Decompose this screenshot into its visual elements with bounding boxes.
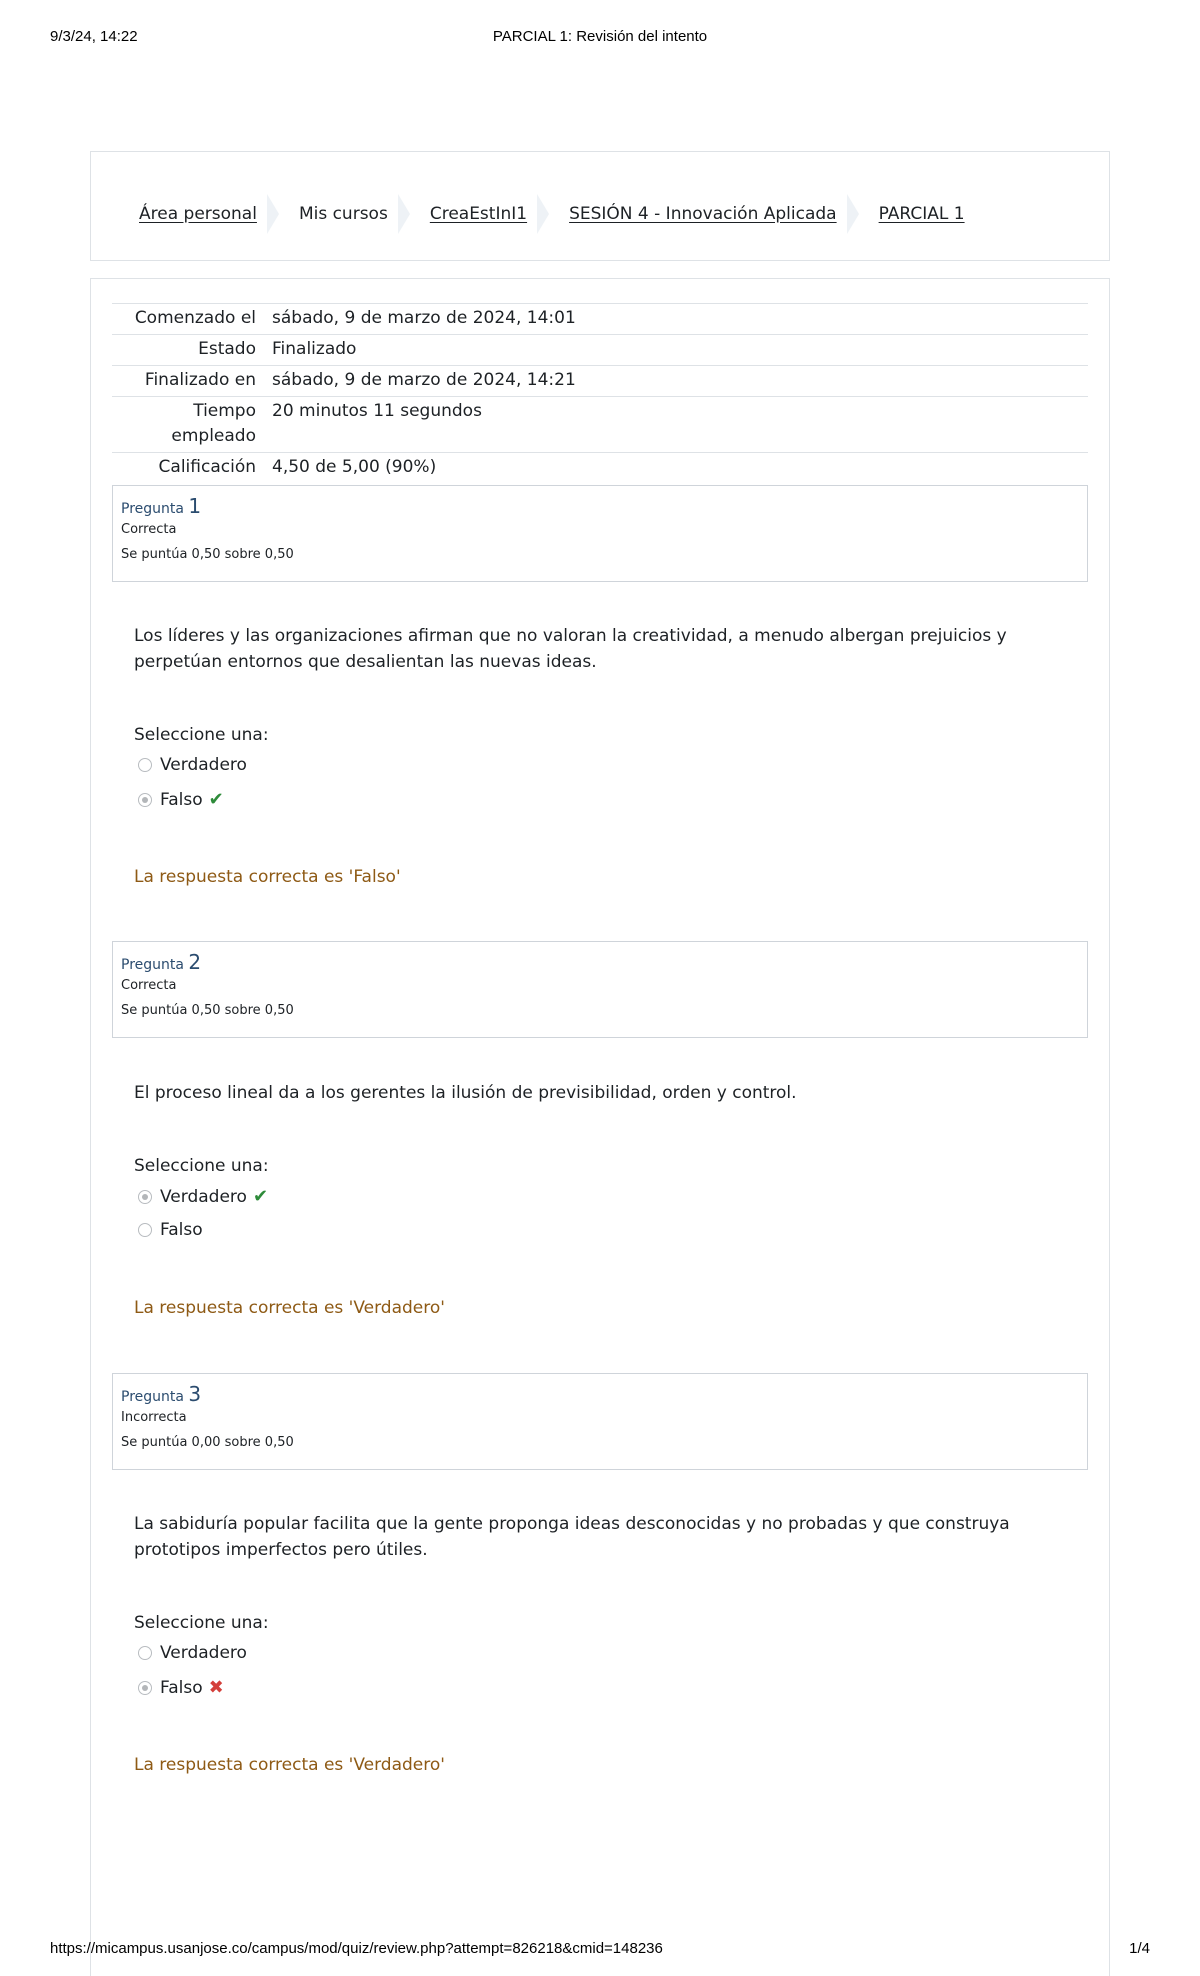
question-number: Pregunta 3 bbox=[121, 1382, 202, 1406]
check-icon: ✔ bbox=[252, 1186, 269, 1207]
breadcrumb-link-session[interactable]: SESIÓN 4 - Innovación Aplicada bbox=[569, 204, 837, 224]
summary-label-line: empleado bbox=[171, 426, 256, 446]
question-info-3 bbox=[112, 1373, 1088, 1470]
summary-label: Calificación bbox=[158, 457, 256, 477]
summary-label bbox=[112, 399, 272, 449]
question-grade: Se puntúa 0,50 sobre 0,50 bbox=[121, 547, 294, 562]
option-falso[interactable] bbox=[138, 1220, 203, 1240]
summary-row-grade bbox=[112, 452, 1088, 483]
option-label: Falso bbox=[160, 1677, 203, 1698]
correct-answer-feedback: La respuesta correcta es 'Verdadero' bbox=[134, 1755, 445, 1775]
radio-button-selected[interactable] bbox=[138, 793, 152, 807]
question-grade: Se puntúa 0,50 sobre 0,50 bbox=[121, 1003, 294, 1018]
radio-button-selected[interactable] bbox=[138, 1190, 152, 1204]
question-text: La sabiduría popular facilita que la gente proponga ideas desconocidas y no probadas y que construya prototipos imperfectos pero útiles. bbox=[134, 1514, 1010, 1560]
print-url: https://micampus.usanjose.co/campus/mod/quiz/review.php?attempt=826218&cmid=148236 bbox=[50, 1940, 663, 1957]
option-label: Falso bbox=[160, 1220, 203, 1240]
breadcrumb-item-mis-cursos: Mis cursos bbox=[298, 204, 388, 224]
question-number: Pregunta 1 bbox=[121, 494, 202, 518]
summary-label-line: Tiempo bbox=[193, 401, 256, 421]
question-state: Correcta bbox=[121, 522, 177, 537]
option-label: Verdadero bbox=[160, 1186, 247, 1207]
question-text: Los líderes y las organizaciones afirman que no valoran la creatividad, a menudo albergan prejuicios y perpetúan entornos que desalientan las nuevas ideas. bbox=[134, 626, 1007, 672]
breadcrumb-separator bbox=[847, 194, 859, 234]
print-date: 9/3/24, 14:22 bbox=[50, 28, 138, 45]
question-number: Pregunta 2 bbox=[121, 950, 202, 974]
summary-label: Estado bbox=[198, 339, 256, 359]
summary-value: Finalizado bbox=[272, 339, 357, 359]
print-page-number: 1/4 bbox=[1129, 1940, 1150, 1957]
option-verdadero[interactable] bbox=[138, 755, 247, 775]
question-prompt: Seleccione una: bbox=[134, 725, 269, 745]
attempt-summary-table bbox=[112, 303, 1088, 483]
question-grade: Se puntúa 0,00 sobre 0,50 bbox=[121, 1435, 294, 1450]
summary-value: sábado, 9 de marzo de 2024, 14:21 bbox=[272, 370, 576, 390]
question-info-1 bbox=[112, 485, 1088, 582]
breadcrumb-link-quiz[interactable]: PARCIAL 1 bbox=[878, 204, 965, 224]
radio-button[interactable] bbox=[138, 758, 152, 772]
summary-row-started bbox=[112, 303, 1088, 334]
print-title: PARCIAL 1: Revisión del intento bbox=[492, 28, 708, 45]
breadcrumb-container bbox=[90, 151, 1110, 261]
question-state: Incorrecta bbox=[121, 1410, 187, 1425]
correct-answer-feedback: La respuesta correcta es 'Falso' bbox=[134, 867, 401, 887]
breadcrumb bbox=[139, 194, 965, 234]
question-prompt: Seleccione una: bbox=[134, 1613, 269, 1633]
option-verdadero[interactable] bbox=[138, 1186, 268, 1207]
option-falso[interactable] bbox=[138, 1677, 224, 1698]
breadcrumb-link-course[interactable]: CreaEstInI1 bbox=[429, 204, 528, 224]
question-text: El proceso lineal da a los gerentes la ilusión de previsibilidad, orden y control. bbox=[134, 1083, 797, 1103]
breadcrumb-link-area-personal[interactable]: Área personal bbox=[139, 204, 257, 224]
print-header bbox=[50, 28, 1150, 48]
option-label: Verdadero bbox=[160, 1643, 247, 1663]
breadcrumb-separator bbox=[537, 194, 549, 234]
correct-answer-feedback: La respuesta correcta es 'Verdadero' bbox=[134, 1298, 445, 1318]
summary-row-time bbox=[112, 396, 1088, 452]
option-label: Verdadero bbox=[160, 755, 247, 775]
check-icon: ✔ bbox=[208, 789, 224, 810]
summary-value: 4,50 de 5,00 (90%) bbox=[272, 457, 437, 477]
print-footer bbox=[50, 1940, 1150, 1960]
summary-label: Finalizado en bbox=[144, 370, 256, 390]
summary-value: sábado, 9 de marzo de 2024, 14:01 bbox=[272, 308, 576, 328]
option-verdadero[interactable] bbox=[138, 1643, 247, 1663]
breadcrumb-separator bbox=[398, 194, 410, 234]
summary-row-state bbox=[112, 334, 1088, 365]
summary-value: 20 minutos 11 segundos bbox=[272, 401, 482, 421]
question-prompt: Seleccione una: bbox=[134, 1156, 269, 1176]
option-label: Falso bbox=[160, 789, 203, 810]
radio-button[interactable] bbox=[138, 1646, 152, 1660]
summary-row-finished bbox=[112, 365, 1088, 396]
radio-button[interactable] bbox=[138, 1223, 152, 1237]
breadcrumb-separator bbox=[267, 194, 279, 234]
cross-icon: ✖ bbox=[208, 1677, 224, 1698]
radio-button-selected[interactable] bbox=[138, 1681, 152, 1695]
option-falso[interactable] bbox=[138, 789, 224, 810]
question-state: Correcta bbox=[121, 978, 177, 993]
summary-label: Comenzado el bbox=[134, 308, 256, 328]
question-info-2 bbox=[112, 941, 1088, 1038]
